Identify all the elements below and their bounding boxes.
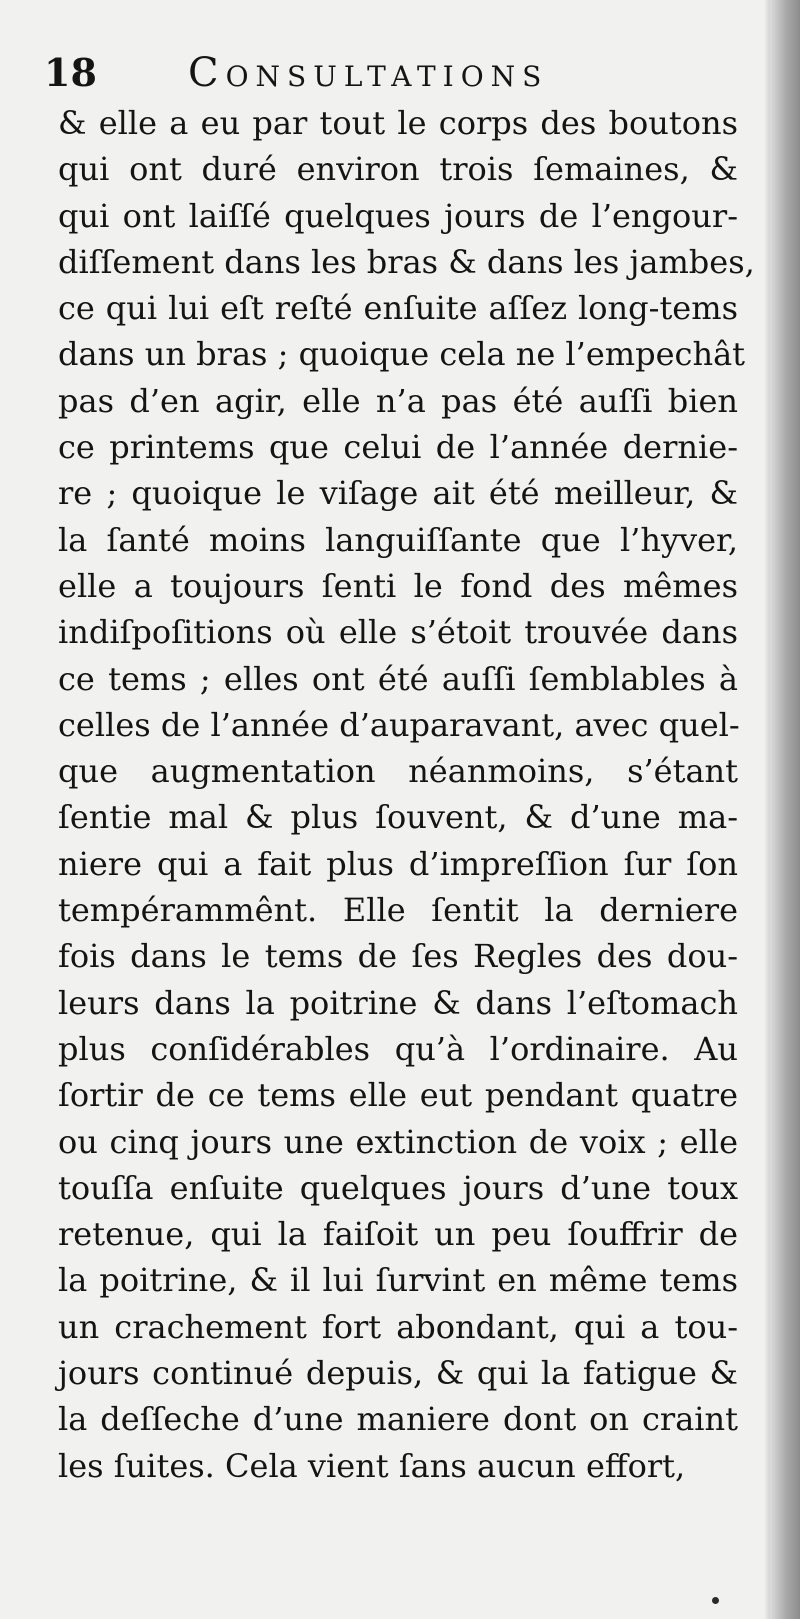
- body-text: [58, 100, 755, 1489]
- text-line: ce printems que celui de l’année dernie-: [58, 428, 738, 467]
- running-head: Consultations: [188, 50, 549, 96]
- text-line: fois dans le tems de ſes Regles des dou-: [58, 937, 738, 976]
- text-line: celles de l’année d’auparavant, avec quel-: [58, 705, 740, 744]
- text-line: un crachement fort abondant, qui a tou-: [58, 1307, 738, 1346]
- text-line: pas d’en agir, elle n’a pas été auſſi bien: [58, 381, 738, 420]
- text-line: elle a toujours ſenti le fond des mêmes: [58, 566, 738, 605]
- text-line: la poitrine, & il lui ſurvint en même tems: [58, 1261, 738, 1300]
- text-line: jours continué depuis, & qui la fatigue &: [58, 1354, 738, 1393]
- text-line: & elle a eu par tout le corps des boutons: [58, 104, 738, 142]
- text-line: ſortir de ce tems elle eut pendant quatre: [58, 1076, 738, 1115]
- text-line: ou cinq jours une extinction de voix ; elle: [58, 1122, 738, 1161]
- text-line: retenue, qui la faiſoit un peu ſouffrir de: [58, 1215, 738, 1254]
- ink-speck: [712, 1597, 719, 1604]
- text-line: plus conſidérables qu’à l’ordinaire. Au: [58, 1029, 738, 1068]
- text-line: les ſuites. Cela vient ſans aucun effort,: [58, 1446, 686, 1485]
- text-line: indiſpoſitions où elle s’étoit trouvée dans: [58, 613, 738, 652]
- text-line: qui ont laiſſé quelques jours de l’engour-: [58, 196, 738, 235]
- text-line: ce qui lui eſt reſté enſuite aſſez long-tems: [58, 289, 738, 328]
- text-line: ſentie mal & plus ſouvent, & d’une ma-: [58, 798, 738, 837]
- text-line: dans un bras ; quoique cela ne l’empechât: [58, 335, 745, 374]
- text-line: qui ont duré environ trois ſemaines, &: [58, 150, 738, 189]
- text-line: la deſſeche d’une maniere dont on craint: [58, 1400, 738, 1439]
- text-line: que augmentation néanmoins, s’étant: [58, 752, 738, 791]
- text-line: la ſanté moins languiſſante que l’hyver,: [58, 520, 738, 559]
- text-line: touſſa enſuite quelques jours d’une toux: [58, 1168, 738, 1207]
- text-line: ce tems ; elles ont été auſſi ſemblables à: [58, 659, 738, 698]
- page-header: [44, 48, 614, 98]
- text-line: re ; quoique le viſage ait été meilleur, &: [58, 474, 738, 513]
- text-line: diſſement dans les bras & dans les jambes,: [58, 242, 755, 281]
- page-number: 18: [44, 50, 97, 95]
- text-line: tempérammênt. Elle ſentit la derniere: [58, 891, 738, 930]
- text-line: niere qui a fait plus d’impreſſion ſur ſon: [58, 844, 738, 883]
- page-gutter: [770, 0, 800, 1619]
- text-line: leurs dans la poitrine & dans l’eſtomach: [58, 983, 738, 1022]
